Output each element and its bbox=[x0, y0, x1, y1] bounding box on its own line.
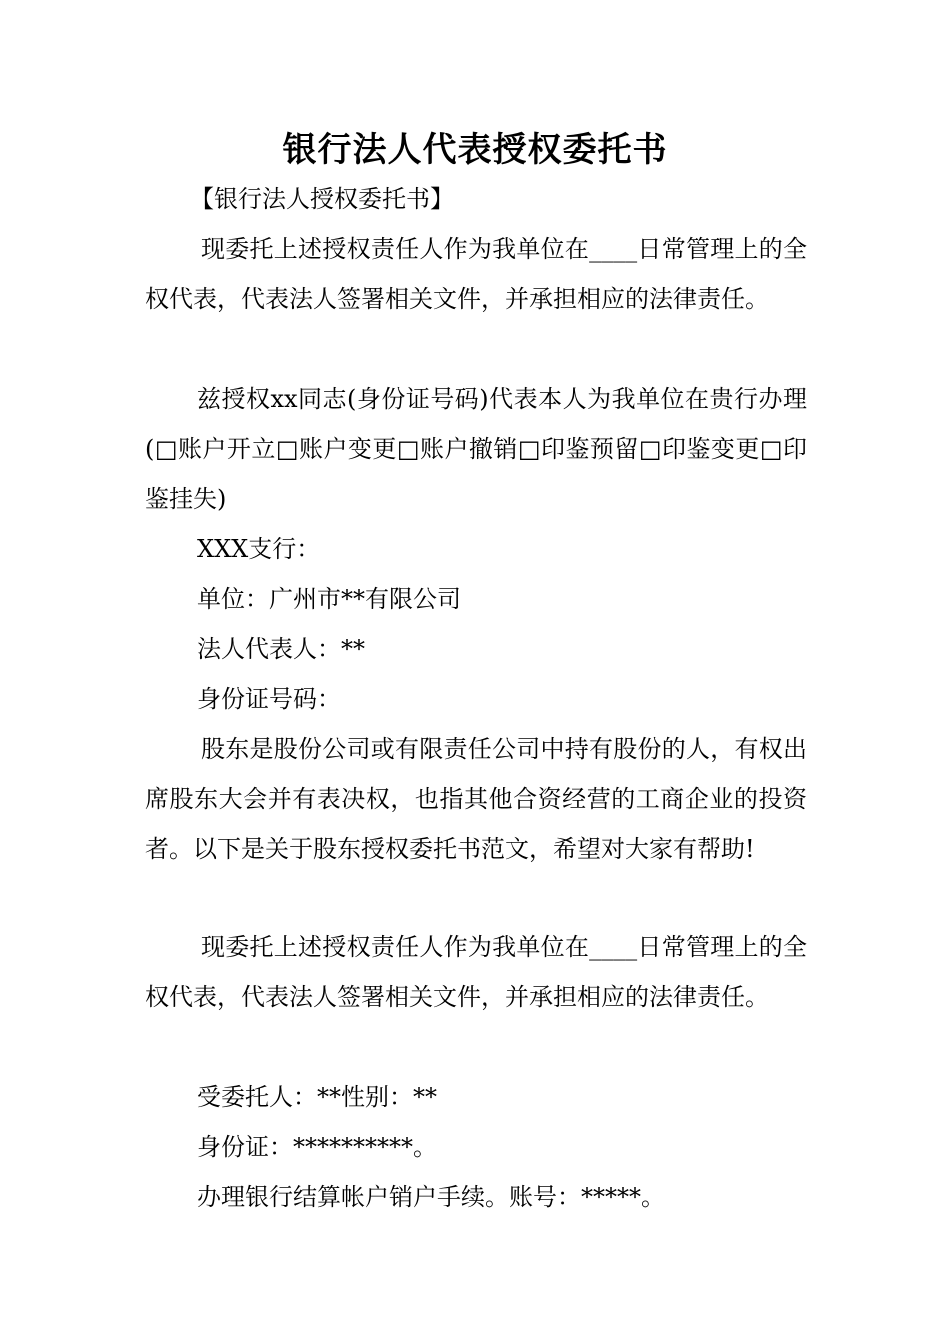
paragraph-11: 办理银行结算帐户销户手续。账号：*****。 bbox=[197, 1183, 665, 1211]
paragraph-4: 单位：广州市**有限公司 bbox=[197, 585, 461, 613]
paragraph-3: XXX支行： bbox=[197, 535, 321, 563]
document-subtitle: 【银行法人授权委托书】 bbox=[190, 185, 454, 213]
document-title: 银行法人代表授权委托书 bbox=[282, 130, 668, 170]
paragraph-5: 法人代表人：** bbox=[197, 635, 365, 663]
paragraph-6: 身份证号码： bbox=[197, 685, 341, 713]
paragraph-8: 现委托上述授权责任人作为我单位在____日常管理上的全权代表，代表法人签署相关文件，并承担相应的法律责任。 bbox=[145, 933, 807, 1011]
paragraph-10: 身份证：**********。 bbox=[197, 1133, 437, 1161]
paragraph-7: 股东是股份公司或有限责任公司中持有股份的人，有权出席股东大会并有表决权，也指其他合资经营的工商企业的投资者。以下是关于股东授权委托书范文，希望对大家有帮助! bbox=[145, 735, 807, 863]
paragraph-2: 兹授权xx同志(身份证号码)代表本人为我单位在贵行办理(□账户开立□账户变更□账户撤销□印鉴预留□印鉴变更□印鉴挂失) bbox=[145, 385, 807, 513]
paragraph-9: 受委托人：**性别：** bbox=[197, 1083, 437, 1111]
paragraph-1: 现委托上述授权责任人作为我单位在____日常管理上的全权代表，代表法人签署相关文件，并承担相应的法律责任。 bbox=[145, 235, 807, 313]
